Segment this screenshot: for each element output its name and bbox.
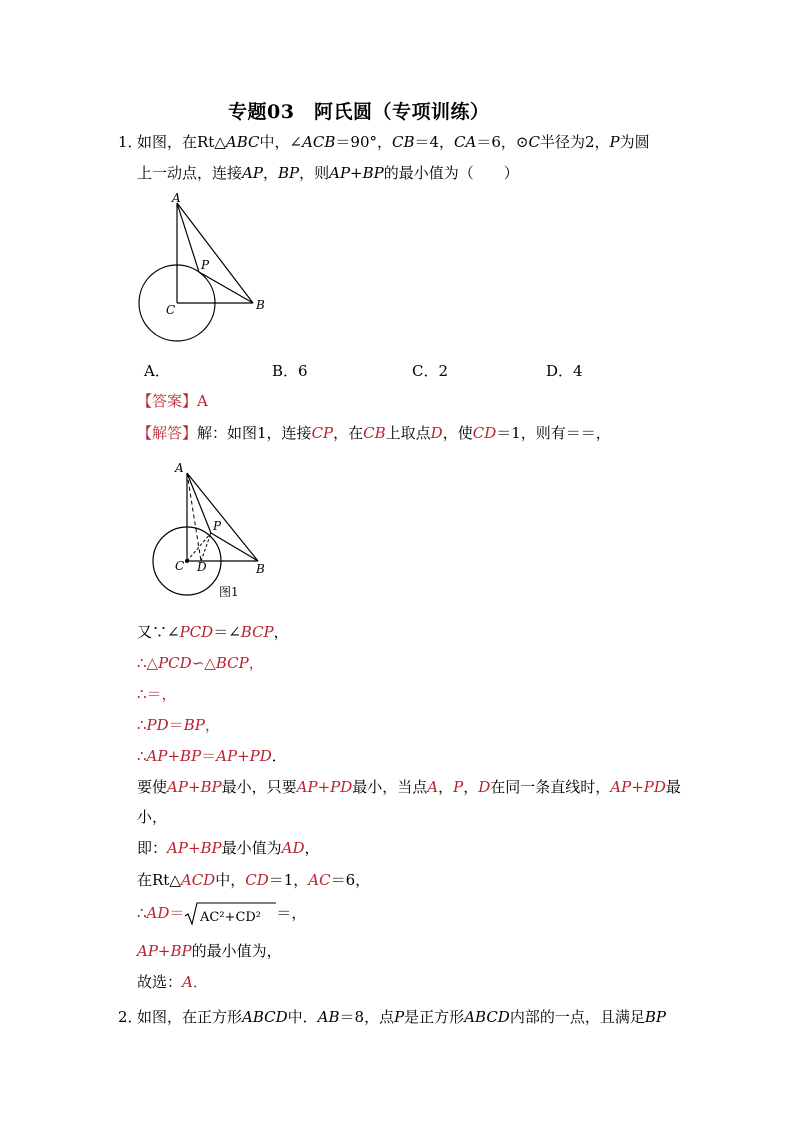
fig1-label-c: C xyxy=(175,559,185,573)
q2-text-e: 内部的一点，且满足 xyxy=(509,1008,645,1026)
question-1-line-2 xyxy=(137,162,519,183)
step-5-apbp: AP+BP xyxy=(146,747,202,765)
question-1-figure xyxy=(130,190,280,350)
step-6-appd-2: AP+PD xyxy=(610,778,666,796)
solution-cb: CB xyxy=(363,424,386,442)
fig1-label-p: P xyxy=(213,519,222,533)
q1-text-1b: 中，∠ xyxy=(259,133,303,151)
step-4 xyxy=(137,714,220,735)
step-1-c: ， xyxy=(273,623,289,641)
q1-text-2c: ，则 xyxy=(299,164,330,182)
step-5 xyxy=(137,745,287,766)
step-4-bp: BP xyxy=(183,716,205,734)
step-10 xyxy=(137,901,306,927)
solution-text-c: 上取点 xyxy=(385,424,431,442)
solution-cd: CD xyxy=(472,424,497,442)
step-9-a: 在Rt△ xyxy=(137,871,181,889)
step-8-a: 即： xyxy=(137,839,168,857)
segment-ab xyxy=(177,203,253,303)
step-6-e: ， xyxy=(463,778,479,796)
fig1-point-c xyxy=(185,559,189,563)
fig1-label-d: D xyxy=(197,560,207,574)
fig1-label-a: A xyxy=(175,461,184,475)
solution-text-e: ＝1，则有＝＝， xyxy=(496,424,611,442)
sqrt-radical-sign xyxy=(184,901,276,927)
fig1-segment-ap xyxy=(187,473,211,533)
step-2 xyxy=(137,652,264,673)
page-title: 专题03 阿氏圆（专项训练） xyxy=(228,101,490,123)
solution-d: D xyxy=(430,424,443,442)
q1-text-1f: 半径为2， xyxy=(539,133,610,151)
step-4-a: ∴ xyxy=(137,716,147,734)
step-5-a: ∴ xyxy=(137,747,147,765)
step-8-b: 最小值为 xyxy=(221,839,282,857)
step-1 xyxy=(137,621,289,642)
step-6-g: 最 xyxy=(665,778,681,796)
q1-text-2b: ， xyxy=(262,164,278,182)
q2-bp: BP xyxy=(644,1008,666,1026)
q2-abcd: ABCD xyxy=(242,1008,288,1026)
step-9-cd: CD xyxy=(245,871,269,889)
q1-text-1a: 如图，在Rt△ xyxy=(137,133,226,151)
step-11-a: 的最小值为， xyxy=(191,942,282,960)
solution-tag: 【解答】 xyxy=(137,424,198,442)
step-6-d-pt: D xyxy=(478,778,491,796)
answer-line xyxy=(137,390,208,411)
label-p: P xyxy=(201,258,210,272)
fig1-segment-ab xyxy=(187,473,258,561)
fig1-dashed-cp xyxy=(187,533,211,561)
figure-1 xyxy=(145,458,285,608)
step-6-f: 在同一条直线时， xyxy=(490,778,611,796)
q1-text-1e: ＝6，⊙ xyxy=(476,133,529,151)
step-1-pcd: PCD xyxy=(179,623,214,641)
fig1-caption: 图1 xyxy=(219,585,239,599)
solution-cp: CP xyxy=(311,424,334,442)
step-4-pd: PD xyxy=(146,716,169,734)
step-4-c: ， xyxy=(204,716,220,734)
segment-bp xyxy=(199,272,253,303)
step-5-appd: AP+PD xyxy=(216,747,272,765)
step-6-apbp: AP+BP xyxy=(167,778,222,796)
step-9-b: 中， xyxy=(215,871,246,889)
q1-text-1d: ＝4， xyxy=(414,133,455,151)
step-9-c: ＝1， xyxy=(268,871,309,889)
q2-text-d: 是正方形 xyxy=(404,1008,465,1026)
q2-ab: AB xyxy=(317,1008,340,1026)
step-6-a-pt: A xyxy=(427,778,439,796)
sqrt-expression xyxy=(184,901,276,927)
q1-text-1c: ＝90°， xyxy=(335,133,392,151)
step-12-a: 故选： xyxy=(137,973,183,991)
q1-text-1g: 为圆 xyxy=(619,133,650,151)
step-6-c: 最小，当点 xyxy=(352,778,428,796)
q2-text-b: 中． xyxy=(287,1008,318,1026)
step-6-d: ， xyxy=(438,778,454,796)
question-number-2: 2． xyxy=(118,1008,143,1026)
option-a: A． xyxy=(144,362,170,380)
option-d: D．4 xyxy=(546,362,583,380)
option-c: C．2 xyxy=(412,362,449,380)
step-8-c: ， xyxy=(304,839,320,857)
step-10-tail: ＝， xyxy=(276,904,307,922)
step-5-c: ． xyxy=(271,747,287,765)
step-9-d: ＝6， xyxy=(330,871,371,889)
q2-abcd-2: ABCD xyxy=(464,1008,510,1026)
q1-text-bp: BP xyxy=(277,164,300,182)
label-b: B xyxy=(256,298,265,312)
q1-text-acb: ACB xyxy=(302,133,336,151)
q1-text-c: C xyxy=(528,133,540,151)
step-9-acd: ACD xyxy=(180,871,216,889)
fig1-dashed-pd xyxy=(201,533,211,561)
step-1-b: ＝∠ xyxy=(213,623,241,641)
label-c: C xyxy=(166,303,176,317)
step-7: 小， xyxy=(137,808,168,826)
step-11 xyxy=(137,940,282,961)
step-2-c: ， xyxy=(248,654,264,672)
solution-intro-line xyxy=(137,422,611,443)
step-10-a: ∴ xyxy=(137,904,147,922)
step-12-b: ． xyxy=(192,973,208,991)
q1-text-2a: 上一动点，连接 xyxy=(137,164,243,182)
step-2-b: ∽△ xyxy=(191,654,216,672)
step-9-ac: AC xyxy=(308,871,331,889)
q1-text-ap: AP xyxy=(242,164,263,182)
step-8 xyxy=(137,837,320,858)
fig1-label-b: B xyxy=(256,562,265,576)
step-4-b: ＝ xyxy=(168,716,184,734)
solution-text-b: ，在 xyxy=(333,424,364,442)
step-10-ad: AD xyxy=(146,904,170,922)
step-2-pcd: PCD xyxy=(158,654,192,672)
step-6-a: 要使 xyxy=(137,778,168,796)
step-6 xyxy=(137,776,681,797)
step-12 xyxy=(137,971,208,992)
q1-text-cb: CB xyxy=(392,133,415,151)
step-6-appd: AP+PD xyxy=(296,778,353,796)
q1-text-2d: 的最小值为（ ） xyxy=(383,164,519,182)
q1-text-p: P xyxy=(609,133,620,151)
answer-tag: 【答案】 xyxy=(137,392,198,410)
q1-text-apbp: AP+BP xyxy=(329,164,384,182)
step-9 xyxy=(137,869,370,890)
q2-text-a: 如图，在正方形 xyxy=(137,1008,243,1026)
step-8-ad: AD xyxy=(281,839,305,857)
step-12-choice: A xyxy=(182,973,193,991)
option-b: B．6 xyxy=(272,362,308,380)
step-10-eq: ＝ xyxy=(169,904,185,922)
q1-text-abc: ABC xyxy=(225,133,260,151)
solution-text-a: 解：如图1，连接 xyxy=(197,424,312,442)
step-8-apbp: AP+BP xyxy=(167,839,222,857)
solution-text-d: ，使 xyxy=(442,424,473,442)
step-2-bcp: BCP xyxy=(215,654,249,672)
step-2-a: ∴△ xyxy=(137,654,159,672)
sqrt-radicand: AC²+CD² xyxy=(200,910,262,925)
q2-p: P xyxy=(394,1008,405,1026)
q1-text-ca: CA xyxy=(454,133,477,151)
question-2-line-1 xyxy=(137,1006,666,1027)
answer-value: A xyxy=(197,392,208,410)
question-number-1: 1． xyxy=(118,133,143,151)
step-3: ∴＝， xyxy=(137,685,177,703)
step-5-b: ＝ xyxy=(201,747,217,765)
step-6-b: 最小，只要 xyxy=(221,778,297,796)
step-1-a: 又∵∠ xyxy=(137,623,180,641)
step-6-p-pt: P xyxy=(453,778,464,796)
question-1-line-1 xyxy=(137,131,650,152)
label-a: A xyxy=(172,191,181,205)
q2-text-c: ＝8，点 xyxy=(339,1008,395,1026)
step-1-bcp: BCP xyxy=(240,623,274,641)
segment-ap xyxy=(177,203,199,272)
step-11-apbp: AP+BP xyxy=(137,942,192,960)
